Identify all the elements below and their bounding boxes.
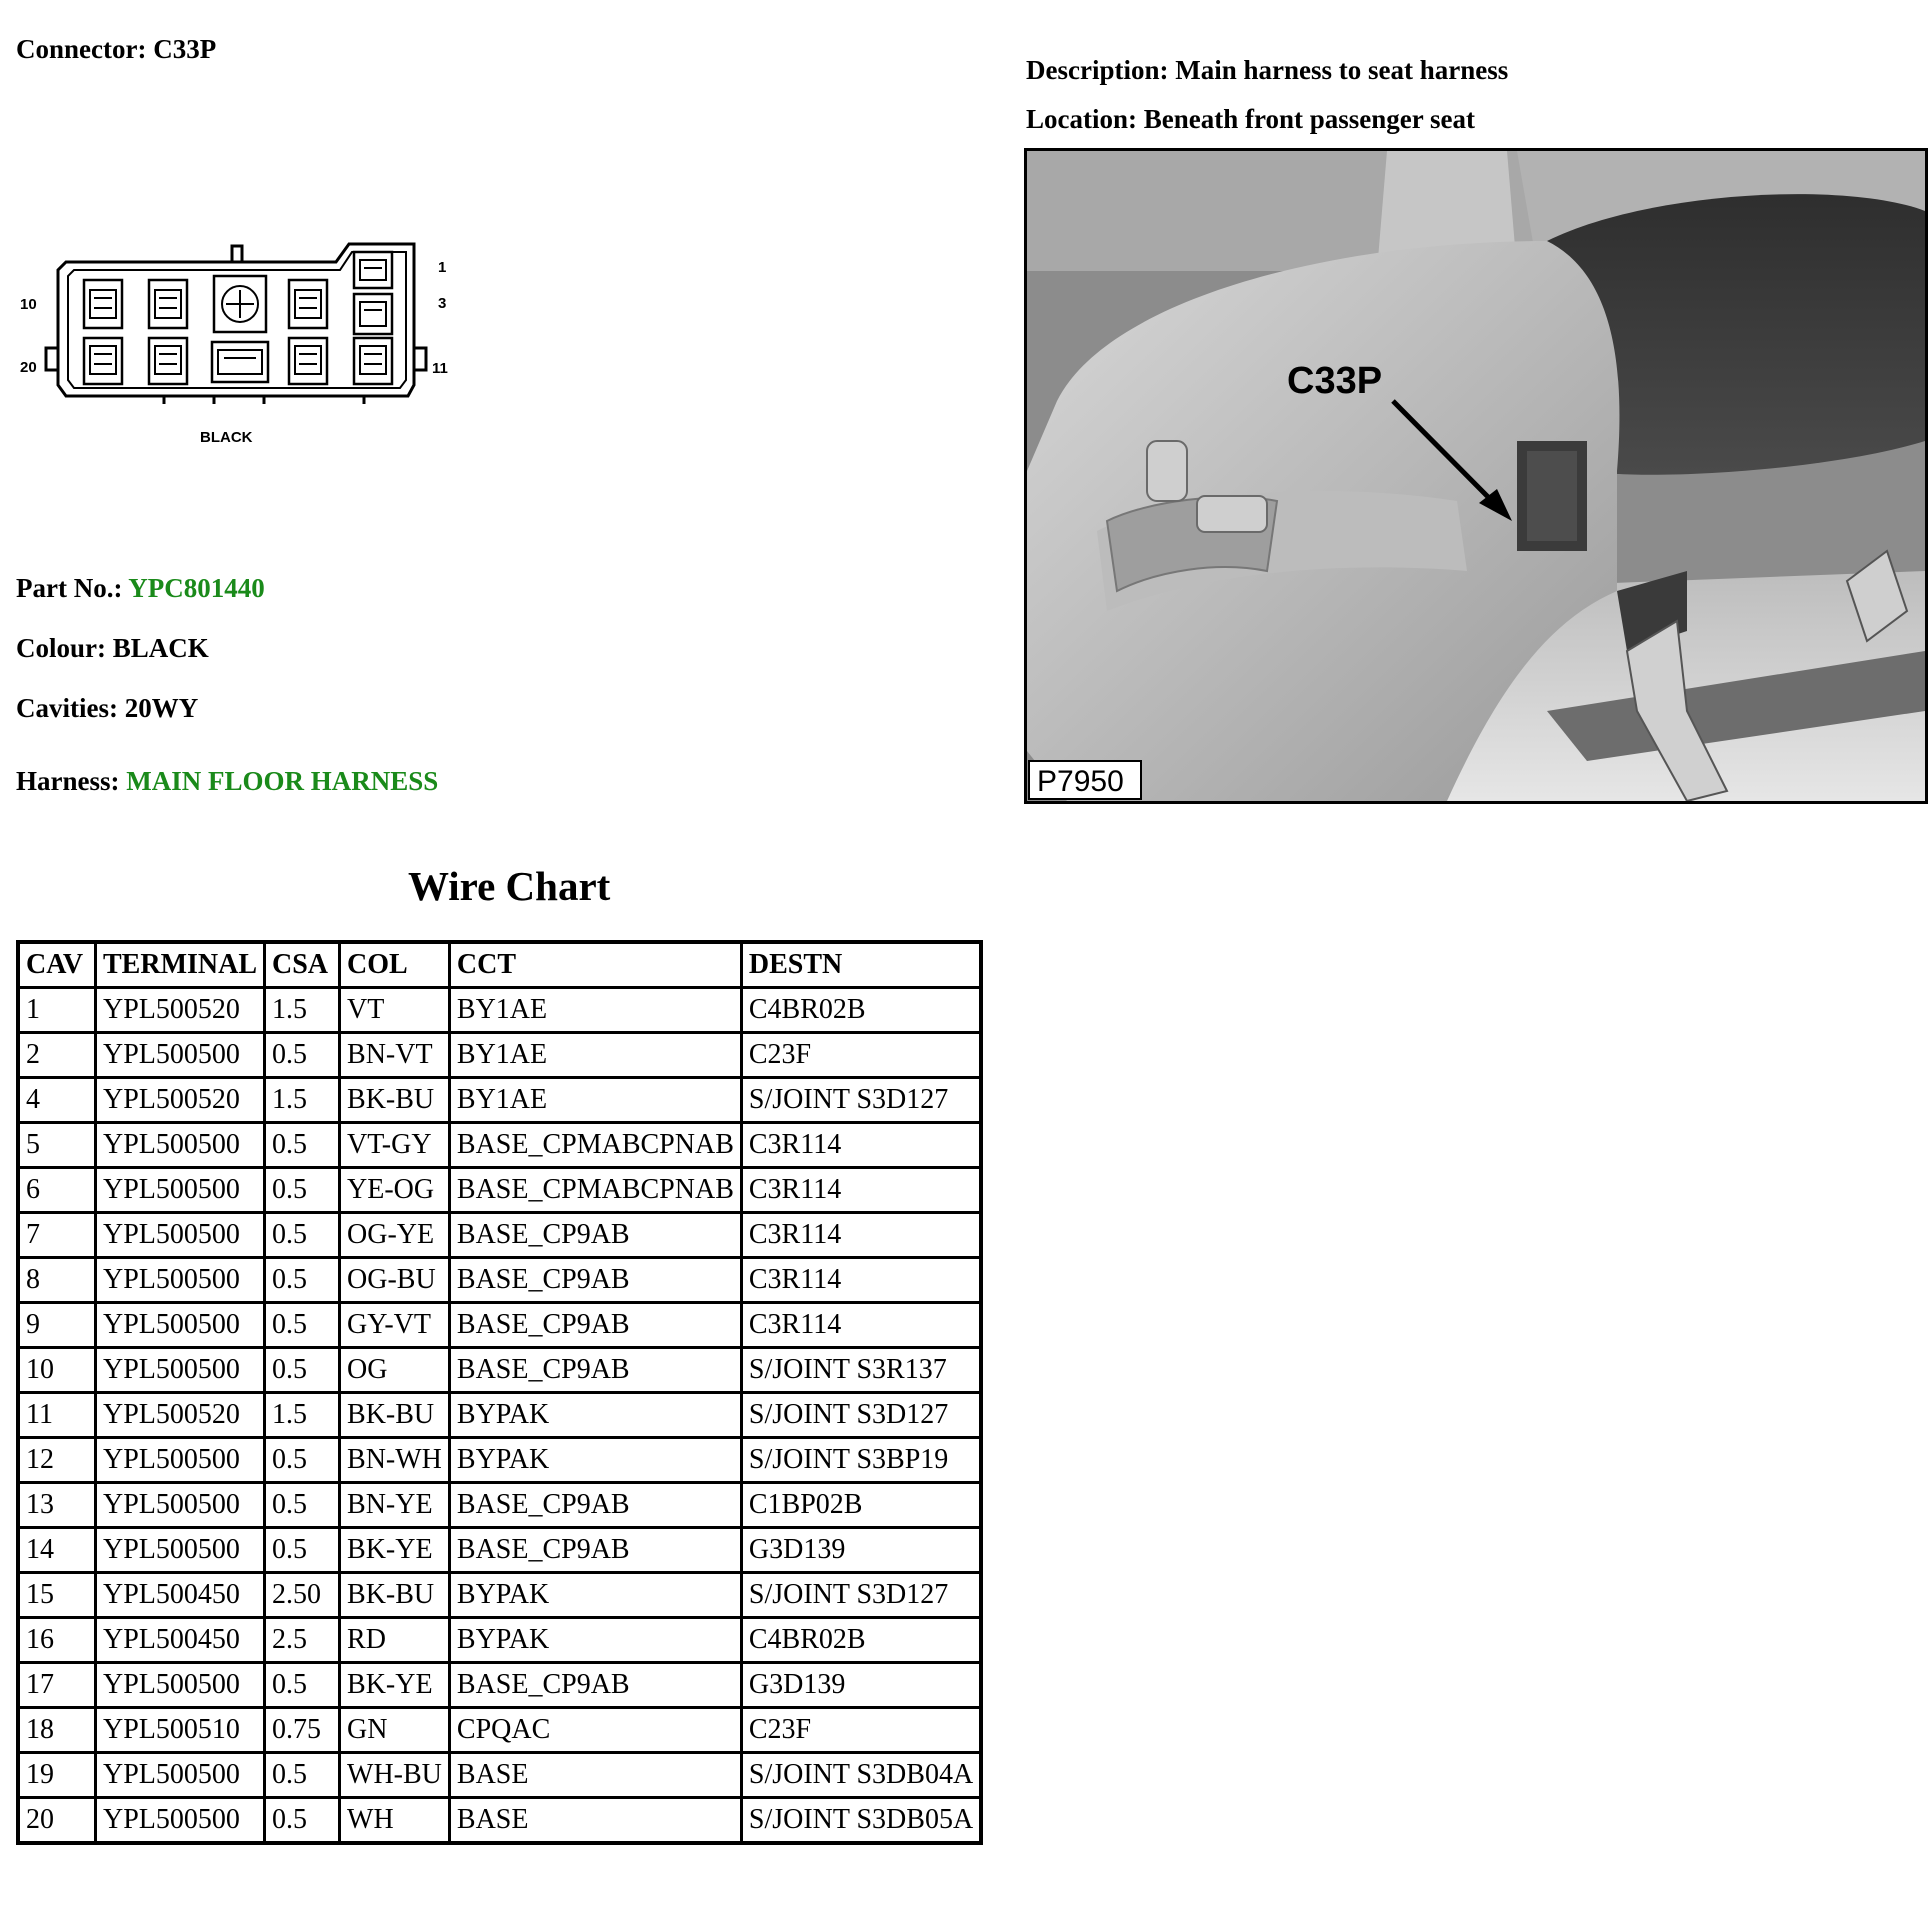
- cell-cct: BY1AE: [449, 1033, 741, 1078]
- cell-cct: BASE: [449, 1798, 741, 1844]
- cell-cav: 8: [18, 1258, 96, 1303]
- cell-terminal: YPL500500: [96, 1168, 265, 1213]
- cell-terminal: YPL500520: [96, 988, 265, 1033]
- cell-cct: BASE_CP9AB: [449, 1663, 741, 1708]
- cell-cav: 20: [18, 1798, 96, 1844]
- wire-chart-header-row: [18, 942, 981, 988]
- connector-face-diagram: [14, 220, 454, 460]
- table-row: [18, 1033, 981, 1078]
- connector-line: [16, 36, 216, 63]
- cell-terminal: YPL500500: [96, 1438, 265, 1483]
- table-row: [18, 1753, 981, 1798]
- description-label: Description:: [1026, 55, 1169, 85]
- cell-csa: 0.5: [265, 1438, 340, 1483]
- cell-col: WH-BU: [340, 1753, 450, 1798]
- cell-cct: BYPAK: [449, 1438, 741, 1483]
- pin-label-10: 10: [20, 296, 37, 313]
- cell-col: BN-YE: [340, 1483, 450, 1528]
- cell-terminal: YPL500500: [96, 1033, 265, 1078]
- part-no-line: [16, 575, 265, 602]
- cell-terminal: YPL500500: [96, 1483, 265, 1528]
- cell-col: BK-YE: [340, 1528, 450, 1573]
- cell-cav: 16: [18, 1618, 96, 1663]
- cell-destn: G3D139: [741, 1663, 981, 1708]
- cell-cav: 18: [18, 1708, 96, 1753]
- column-header-col: COL: [340, 942, 450, 988]
- cell-terminal: YPL500500: [96, 1753, 265, 1798]
- cell-csa: 1.5: [265, 1078, 340, 1123]
- cell-cct: BASE_CPMABCPNAB: [449, 1123, 741, 1168]
- cell-cav: 7: [18, 1213, 96, 1258]
- colour-value: BLACK: [112, 633, 209, 663]
- cell-cav: 4: [18, 1078, 96, 1123]
- cell-csa: 0.5: [265, 1213, 340, 1258]
- harness-line: [16, 768, 438, 795]
- harness-label: Harness:: [16, 766, 120, 796]
- column-header-cav: CAV: [18, 942, 96, 988]
- wire-chart-title: Wire Chart: [408, 863, 611, 909]
- cell-cav: 19: [18, 1753, 96, 1798]
- table-row: [18, 1078, 981, 1123]
- table-row: [18, 1798, 981, 1844]
- cell-destn: C4BR02B: [741, 1618, 981, 1663]
- cell-destn: C4BR02B: [741, 988, 981, 1033]
- cell-col: BN-WH: [340, 1438, 450, 1483]
- connector-value: C33P: [153, 34, 217, 64]
- colour-line: [16, 635, 209, 662]
- cell-cav: 2: [18, 1033, 96, 1078]
- wire-chart-body: [18, 988, 981, 1844]
- cell-cav: 1: [18, 988, 96, 1033]
- cell-cct: BYPAK: [449, 1393, 741, 1438]
- latch-tab: [232, 246, 242, 262]
- cell-cav: 13: [18, 1483, 96, 1528]
- cell-csa: 1.5: [265, 1393, 340, 1438]
- pin-label-1: 1: [438, 259, 447, 276]
- cell-col: RD: [340, 1618, 450, 1663]
- cell-destn: C23F: [741, 1708, 981, 1753]
- photo-figure-id: P7950: [1037, 765, 1124, 798]
- part-no-link[interactable]: YPC801440: [128, 573, 265, 603]
- cell-cav: 9: [18, 1303, 96, 1348]
- cell-col: VT-GY: [340, 1123, 450, 1168]
- cell-csa: 0.5: [265, 1123, 340, 1168]
- cell-col: VT: [340, 988, 450, 1033]
- table-row: [18, 1303, 981, 1348]
- cell-cav: 11: [18, 1393, 96, 1438]
- table-row: [18, 1528, 981, 1573]
- wire-chart-table: [16, 940, 983, 1845]
- cell-col: OG-YE: [340, 1213, 450, 1258]
- location-value: Beneath front passenger seat: [1143, 104, 1475, 134]
- cell-cct: BY1AE: [449, 1078, 741, 1123]
- cell-csa: 0.5: [265, 1303, 340, 1348]
- cavities-value: 20WY: [124, 693, 199, 723]
- table-row: [18, 1348, 981, 1393]
- cell-terminal: YPL500500: [96, 1303, 265, 1348]
- cell-terminal: YPL500500: [96, 1798, 265, 1844]
- cell-cav: 15: [18, 1573, 96, 1618]
- cell-cct: BASE: [449, 1753, 741, 1798]
- column-header-cct: CCT: [449, 942, 741, 988]
- description-line: [1026, 57, 1508, 84]
- table-row: [18, 1168, 981, 1213]
- cell-destn: S/JOINT S3D127: [741, 1573, 981, 1618]
- cell-terminal: YPL500500: [96, 1348, 265, 1393]
- cell-csa: 0.5: [265, 1033, 340, 1078]
- cell-csa: 1.5: [265, 988, 340, 1033]
- cell-destn: C3R114: [741, 1213, 981, 1258]
- cell-cct: BASE_CP9AB: [449, 1348, 741, 1393]
- part-no-label: Part No.:: [16, 573, 123, 603]
- pin-label-11: 11: [432, 360, 448, 377]
- photo-callout-label: C33P: [1287, 360, 1383, 402]
- cell-cct: BASE_CP9AB: [449, 1258, 741, 1303]
- cell-terminal: YPL500510: [96, 1708, 265, 1753]
- cell-destn: C1BP02B: [741, 1483, 981, 1528]
- cell-csa: 0.75: [265, 1708, 340, 1753]
- cell-destn: C3R114: [741, 1123, 981, 1168]
- cell-destn: G3D139: [741, 1528, 981, 1573]
- cell-csa: 0.5: [265, 1528, 340, 1573]
- cell-csa: 0.5: [265, 1348, 340, 1393]
- connector-location-photo: [1024, 148, 1928, 804]
- cell-csa: 0.5: [265, 1663, 340, 1708]
- cavities-label: Cavities:: [16, 693, 118, 723]
- cell-col: BK-YE: [340, 1663, 450, 1708]
- cell-destn: C3R114: [741, 1258, 981, 1303]
- cavities-line: [16, 695, 198, 722]
- cell-col: OG-BU: [340, 1258, 450, 1303]
- cell-csa: 0.5: [265, 1168, 340, 1213]
- table-row: [18, 1213, 981, 1258]
- cell-csa: 0.5: [265, 1753, 340, 1798]
- cell-destn: C23F: [741, 1033, 981, 1078]
- cell-terminal: YPL500500: [96, 1528, 265, 1573]
- cell-cct: BASE_CP9AB: [449, 1213, 741, 1258]
- cell-destn: S/JOINT S3DB05A: [741, 1798, 981, 1844]
- location-line: [1026, 106, 1475, 133]
- pin-label-3: 3: [438, 295, 447, 312]
- cell-destn: S/JOINT S3BP19: [741, 1438, 981, 1483]
- column-header-destn: DESTN: [741, 942, 981, 988]
- cell-destn: S/JOINT S3R137: [741, 1348, 981, 1393]
- cell-col: GN: [340, 1708, 450, 1753]
- cell-col: BK-BU: [340, 1573, 450, 1618]
- cell-csa: 0.5: [265, 1798, 340, 1844]
- cell-col: YE-OG: [340, 1168, 450, 1213]
- colour-label: Colour:: [16, 633, 106, 663]
- cell-cct: BASE_CP9AB: [449, 1303, 741, 1348]
- cell-cct: BYPAK: [449, 1618, 741, 1663]
- cell-destn: S/JOINT S3D127: [741, 1078, 981, 1123]
- location-label: Location:: [1026, 104, 1137, 134]
- cell-cav: 6: [18, 1168, 96, 1213]
- cell-destn: C3R114: [741, 1168, 981, 1213]
- cell-col: OG: [340, 1348, 450, 1393]
- table-row: [18, 1708, 981, 1753]
- pin-label-20: 20: [20, 359, 37, 376]
- cell-destn: S/JOINT S3DB04A: [741, 1753, 981, 1798]
- cell-cct: BASE_CP9AB: [449, 1483, 741, 1528]
- table-row: [18, 1438, 981, 1483]
- cell-terminal: YPL500500: [96, 1258, 265, 1303]
- table-row: [18, 1483, 981, 1528]
- cell-csa: 2.5: [265, 1618, 340, 1663]
- cell-col: GY-VT: [340, 1303, 450, 1348]
- cell-cav: 14: [18, 1528, 96, 1573]
- cell-terminal: YPL500450: [96, 1618, 265, 1663]
- housing-colour-label: BLACK: [200, 429, 253, 446]
- table-row: [18, 1573, 981, 1618]
- cell-col: WH: [340, 1798, 450, 1844]
- cell-destn: C3R114: [741, 1303, 981, 1348]
- cell-terminal: YPL500450: [96, 1573, 265, 1618]
- cell-cct: BASE_CP9AB: [449, 1528, 741, 1573]
- connector-label: Connector:: [16, 34, 147, 64]
- cell-cct: BYPAK: [449, 1573, 741, 1618]
- table-row: [18, 988, 981, 1033]
- harness-link[interactable]: MAIN FLOOR HARNESS: [126, 766, 439, 796]
- cell-col: BK-BU: [340, 1078, 450, 1123]
- cell-cav: 5: [18, 1123, 96, 1168]
- cell-col: BK-BU: [340, 1393, 450, 1438]
- cell-destn: S/JOINT S3D127: [741, 1393, 981, 1438]
- cell-terminal: YPL500520: [96, 1078, 265, 1123]
- column-header-csa: CSA: [265, 942, 340, 988]
- cell-cct: BASE_CPMABCPNAB: [449, 1168, 741, 1213]
- table-row: [18, 1618, 981, 1663]
- cell-terminal: YPL500500: [96, 1663, 265, 1708]
- cell-csa: 0.5: [265, 1483, 340, 1528]
- cell-cav: 17: [18, 1663, 96, 1708]
- table-row: [18, 1663, 981, 1708]
- cell-cct: BY1AE: [449, 988, 741, 1033]
- cell-col: BN-VT: [340, 1033, 450, 1078]
- cell-csa: 0.5: [265, 1258, 340, 1303]
- description-value: Main harness to seat harness: [1175, 55, 1509, 85]
- cell-cav: 10: [18, 1348, 96, 1393]
- table-row: [18, 1258, 981, 1303]
- cell-cct: CPQAC: [449, 1708, 741, 1753]
- cavity: [212, 342, 268, 382]
- cell-terminal: YPL500500: [96, 1213, 265, 1258]
- table-row: [18, 1123, 981, 1168]
- column-header-terminal: TERMINAL: [96, 942, 265, 988]
- cell-cav: 12: [18, 1438, 96, 1483]
- table-row: [18, 1393, 981, 1438]
- cell-csa: 2.50: [265, 1573, 340, 1618]
- cell-terminal: YPL500520: [96, 1393, 265, 1438]
- cell-terminal: YPL500500: [96, 1123, 265, 1168]
